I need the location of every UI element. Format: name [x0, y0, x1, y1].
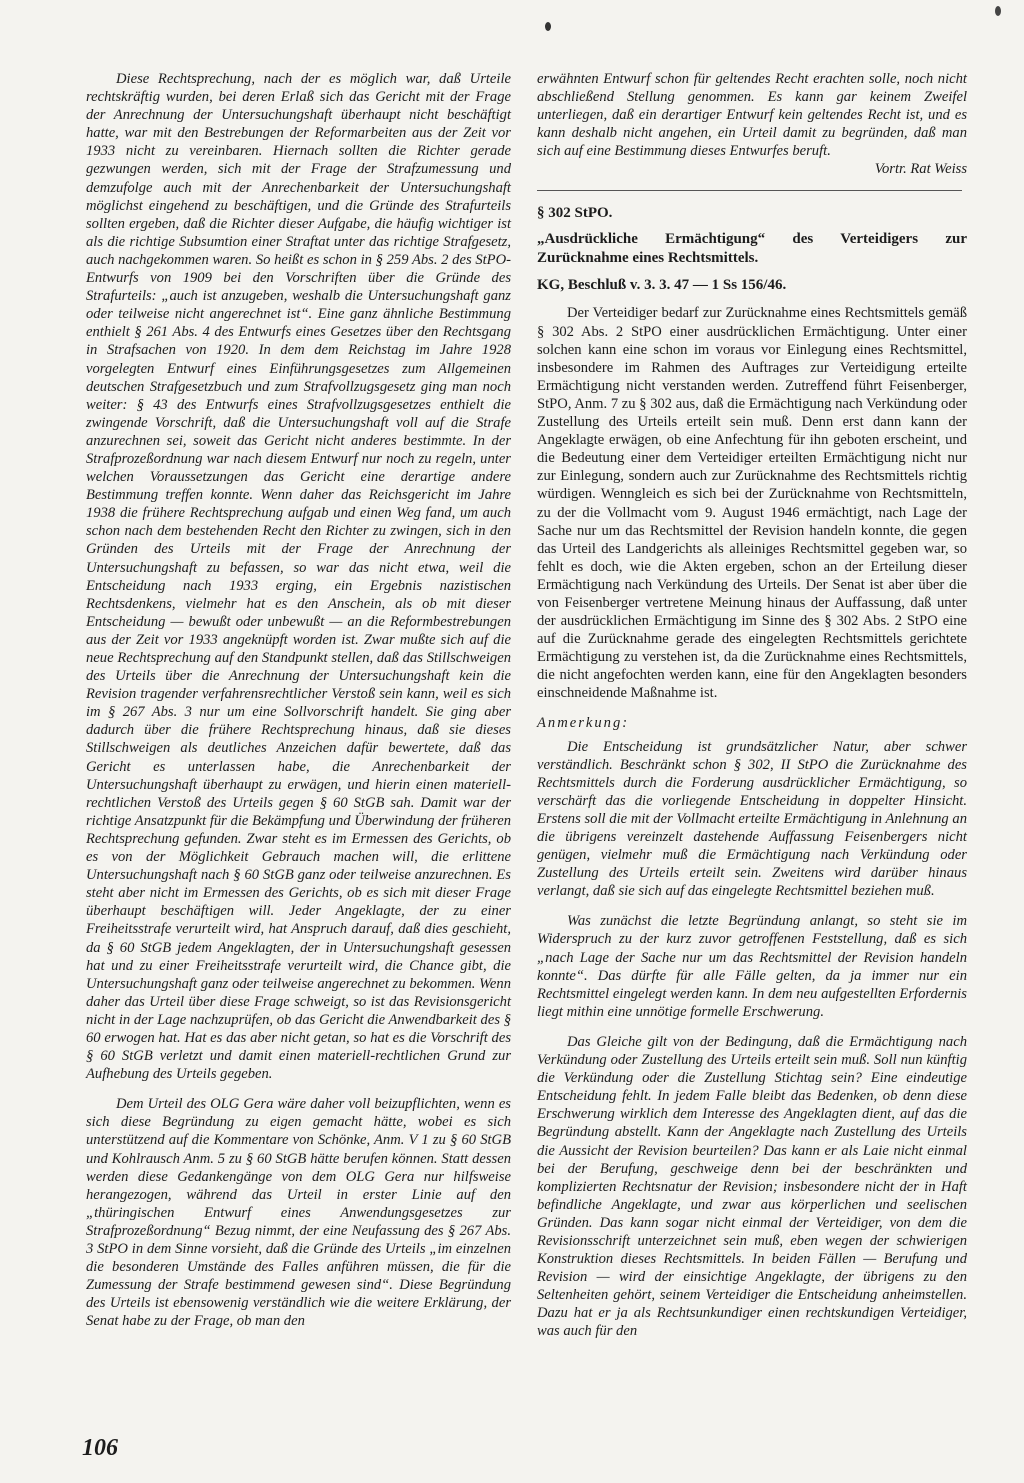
- ink-speck: [995, 6, 1001, 16]
- decision-text: Der Verteidiger bedarf zur Zurücknahme eines Rechtsmittels gemäß § 302 Abs. 2 StPO einer ausdrücklichen Ermächtigung. Unter einer solchen kann eine schon im voraus vor Einlegung eines Rechtsmittel, insbesondere im Rahmen des Auftrages zur Verteidigung erteilte Ermächtigung nicht verstanden werden. Zutreffend führt Feisenberger, StPO, Anm. 7 zu § 302 aus, daß die Ermächtigung nach Verkündung oder Zustellung des Urteils erteilt sein muß. Denn erst dann kann der Angeklagte erwägen, ob eine Anfechtung für ihn geboten erscheint, und die Bedeutung einer dem Verteidiger erteilten Ermächtigung nicht nur zur Einlegung, sondern auch zur Zurücknahme des Rechtsmittels richtig würdigen. Wenngleich es sich bei der Zurücknahme von Rechtsmitteln, zu der die Vollmacht vom 9. August 1946 ermächtigt, nach Lage der Sache nur um das Rechtsmittel der Revision handeln konnte, die gegen das Urteil des Landgerichts als alleiniges Rechtsmittel gegeben war, so fehlt es doch, wie die Akten ergeben, schon an der Erteilung dieser Ermächtigung nach Verkündung des Urteils. Der Senat ist aber über die von Feisenberger vertretene Meinung hinaus der Auffassung, daß unter der ausdrücklichen Ermächtigung im Sinne des § 302 Abs. 2 StPO eine auf die Zurücknahme gerade des eingelegten Rechtsmittels gerichtete Ermächtigung zu verstehen ist, da die Zurücknahme eines Rechtsmittels, die nicht angefochten werden kann, eine für den Angeklagten besonders einschneidende Maßnahme ist.: [537, 305, 967, 702]
- annotation-label: Anmerkung:: [537, 714, 630, 731]
- ink-speck: [545, 22, 551, 31]
- right-column: [537, 70, 967, 1341]
- author-signature: Vortr. Rat Weiss: [874, 161, 967, 178]
- paragraph: Dem Urteil des OLG Gera wäre daher voll beizupflichten, wenn es sich diese Begründung zu eigen gemacht hätte, wobei es sich unterstützend auf die Kommentare von Schönke, Anm. V 1 zu § 60 StGB und Kohlrausch Anm. 5 zu § 60 StGB hätte berufen können. Statt dessen werden diese Gedankengänge von dem OLG Gera nur hilfsweise herangezogen, während das Urteil in erster Linie auf den „thüringischen Entwurf eines Anwendungsgesetzes zur Strafprozeßordnung“ Bezug nimmt, der eine Neufassung des § 267 Abs. 3 StPO in dem Sinne vorsieht, daß die Gründe des Urteils „im einzelnen die besonderen Umstände des Falles anführen müssen, die für die Zumessung der Strafe bestimmend gewesen sind“. Diese Begründung des Urteils ist ebensowenig verständlich wie die weitere Erklärung, der Senat habe zu der Frage, ob man den: [86, 1096, 511, 1330]
- page-number: 106: [82, 1435, 118, 1461]
- section-heading: § 302 StPO.: [537, 205, 613, 222]
- paragraph: Diese Rechtsprechung, nach der es möglich war, daß Urteile rechtskräftig wurden, bei deren Erlaß sich das Gericht mit der Frage der Anrechnung der Untersuchungshaft überhaupt nicht beschäftigt hatte, war mit den Bestrebungen der Reformarbeiten aus der Zeit vor 1933 nicht zu vereinbaren. Hiernach sollten die Richter gerade gezwungen werden, sich mit der Frage der Strafzumessung und demzufolge auch mit der Anrechenbarkeit der Untersuchungshaft möglichst eingehend zu beschäftigen, und die Gründe des Strafurteils sollten ergeben, daß die Richter dieser Aufgabe, die häufig wichtiger ist als die richtige Subsumtion einer Straftat unter das richtige Strafgesetz, auch nachgekommen waren. So heißt es schon in § 259 Abs. 2 des StPO-Entwurfs von 1909 bei den Vorschriften über die Gründe des Strafurteils: „auch ist anzugeben, weshalb die Untersuchungshaft ganz oder teilweise nicht angerechnet ist“. Eine ganz ähnliche Bestimmung enthielt § 261 Abs. 4 des Entwurfs eines Gesetzes über den Rechtsgang in Strafsachen von 1920. In dem dem Reichstag im Jahre 1928 vorgelegten Entwurf eines Einführungsgesetzes zum Allgemeinen deutschen Strafgesetzbuch und zum Strafvollzugsgesetz ging man noch weiter: § 43 des Entwurfs eines Strafvollzugsgesetzes enthielt die zwingende Vorschrift, daß die Untersuchungshaft voll auf die Strafe anzurechnen sei, soweit das Gericht nicht anderes bestimmte. In der Strafprozeßordnung war nach diesem Entwurf nur noch zu regeln, unter welchen Voraussetzungen das Gericht eine derartige andere Bestimmung treffen konnte. Wenn daher das Reichsgericht im Jahre 1938 die frühere Rechtsprechung aufgab und einen Weg fand, um auch schon nach dem bestehenden Recht den Richter zu zwingen, sich in den Gründen des Urteils mit der Frage der Anrechnung der Untersuchungshaft zu befassen, so war das nicht etwa, weil die Entscheidung nach 1933 erging, ein Ergebnis nazistischen Rechtsdenkens, vielmehr hat es den Anschein, als ob mit dieser Entscheidung — bewußt oder unbewußt — an die Reformbestrebungen aus der Zeit vor 1933 angeknüpft worden ist. Zwar mußte sich auf die neue Rechtsprechung auf den Standpunkt stellen, daß das Stillschweigen des Urteils über die Anrechnung der Untersuchungshaft kein die Revision tragender verfahrensrechtlicher Verstoß sein kann, weil es sich im § 267 Abs. 3 nur um eine Sollvorschrift handelt. Sie ging aber dadurch über die frühere Rechtsprechung hinaus, daß sie dieses Stillschweigen als deutliches Anzeichen dafür bewertete, daß das Gericht es unterlassen habe, die Anrechenbarkeit der Untersuchungshaft überhaupt zu erwägen, und hierin einen materiell-rechtlichen Verstoß des Urteils gegen § 60 StGB sah. Damit war der richtige Ansatzpunkt für die Bekämpfung und Überwindung der früheren Rechtsprechung gefunden. Zwar steht es im Ermessen des Gerichts, ob es von der Möglichkeit Gebrauch machen will, die erlittene Untersuchungshaft nach § 60 StGB ganz oder teilweise anzurechnen. Es steht aber nicht im Ermessen des Gerichts, ob es sich mit dieser Frage überhaupt beschäftigen will. Jeder Angeklagte, der zu einer Freiheitsstrafe verurteilt wird, hat Anspruch darauf, daß dies geschieht, da § 60 StGB jedem Angeklagten, der in Untersuchungshaft gesessen hat und zu einer Freiheitsstrafe verurteilt wird, die Chance gibt, die Untersuchungshaft ganz oder teilweise angerechnet zu bekommen. Wenn daher das Urteil über diese Frage schweigt, so ist das Revisionsgericht nicht in der Lage nachzuprüfen, ob das Gericht die Anwendbarkeit des § 60 erwogen hat. Hat es das aber nicht getan, so hat es die Vorschrift des § 60 StGB verletzt und damit einen materiell-rechtlichen Grund zur Aufhebung des Urteils gegeben.: [86, 71, 511, 1083]
- paragraph: erwähnten Entwurf schon für geltendes Recht erachten solle, noch nicht abschließend Stellung genommen. Es kann gar keinem Zweifel unterliegen, daß ein derartiger Entwurf kein geltendes Recht ist, und es kann deshalb nicht angehen, ein Urteil damit zu begründen, daß man sich auf eine Bestimmung dieses Entwurfes beruft.: [537, 71, 967, 160]
- case-reference: KG, Beschluß v. 3. 3. 47 — 1 Ss 156/46.: [537, 277, 787, 294]
- annotation-paragraph: Die Entscheidung ist grundsätzlicher Natur, aber schwer verständlich. Beschränkt schon § 302, II StPO die Zurücknahme des Rechtsmittels durch die Forderung ausdrücklicher Ermächtigung, so verschärft das die vorliegende Entscheidung in doppelter Hinsicht. Erstens soll die mit der Vollmacht erteilte Ermächtigung in Anlehnung an die übrigens vereinzelt dastehende Auffassung Feisenbergers nicht genügen, vielmehr muß die Ermächtigung nach Verkündung oder Zustellung des Urteils erteilt sein. Zweitens wird darüber hinaus verlangt, daß sie sich auf das eingelegte Rechtsmittel beziehen muß.: [537, 738, 967, 900]
- annotation-paragraph: Was zunächst die letzte Begründung anlangt, so steht sie im Widerspruch zu der kurz zuvor getroffenen Feststellung, daß es sich „nach Lage der Sache nur um das Rechtsmittel der Revision handeln konnte“. Das dürfte für alle Fälle gelten, da ja immer nur ein Rechtsmittel eingelegt werden kann. In dem neu aufgestellten Erfordernis liegt mithin eine unnötige formelle Erschwerung.: [537, 913, 967, 1020]
- decision-title: „Ausdrückliche Ermächtigung“ des Verteidigers zur Zurücknahme eines Rechtsmittels.: [537, 231, 967, 266]
- annotation-paragraph: Das Gleiche gilt von der Bedingung, daß die Ermächtigung nach Verkündung oder Zustellung des Urteils erteilt sein muß. Soll nun künftig die Verkündung oder die Zustellung Stichtag sein? Eine eindeutige Entscheidung fehlt. In jedem Falle bleibt das Bedenken, ob denn diese Erschwerung wirklich dem Interesse des Angeklagten dient, auf das die Begründung abstellt. Kann der Angeklagte nach Zustellung des Urteils die Aussicht der Revision beurteilen? Das kann er als Laie nicht einmal bei der Berufung, geschweige denn bei der beschränkten und komplizierten Rechtsnatur der Revision; insbesondere nicht der in Haft befindliche Angeklagte, und zwar aus körperlichen und seelischen Gründen. Das kann sogar nicht einmal der Verteidiger, von dem die Revisionsschrift unterzeichnet sein muß, eben wegen der schwierigen Konstruktion dieses Rechtsmittels. In beiden Fällen — Berufung und Revision — wird der einsichtige Angeklagte, der übrigens zu den Seltenheiten gehört, seinem Verteidiger die Entscheidung anheimstellen. Dazu hat er ja als Rechtsunkundiger einen rechtskundigen Verteidiger, was auch für den: [537, 1033, 967, 1340]
- left-column: [86, 70, 511, 1330]
- section-divider: [537, 190, 962, 191]
